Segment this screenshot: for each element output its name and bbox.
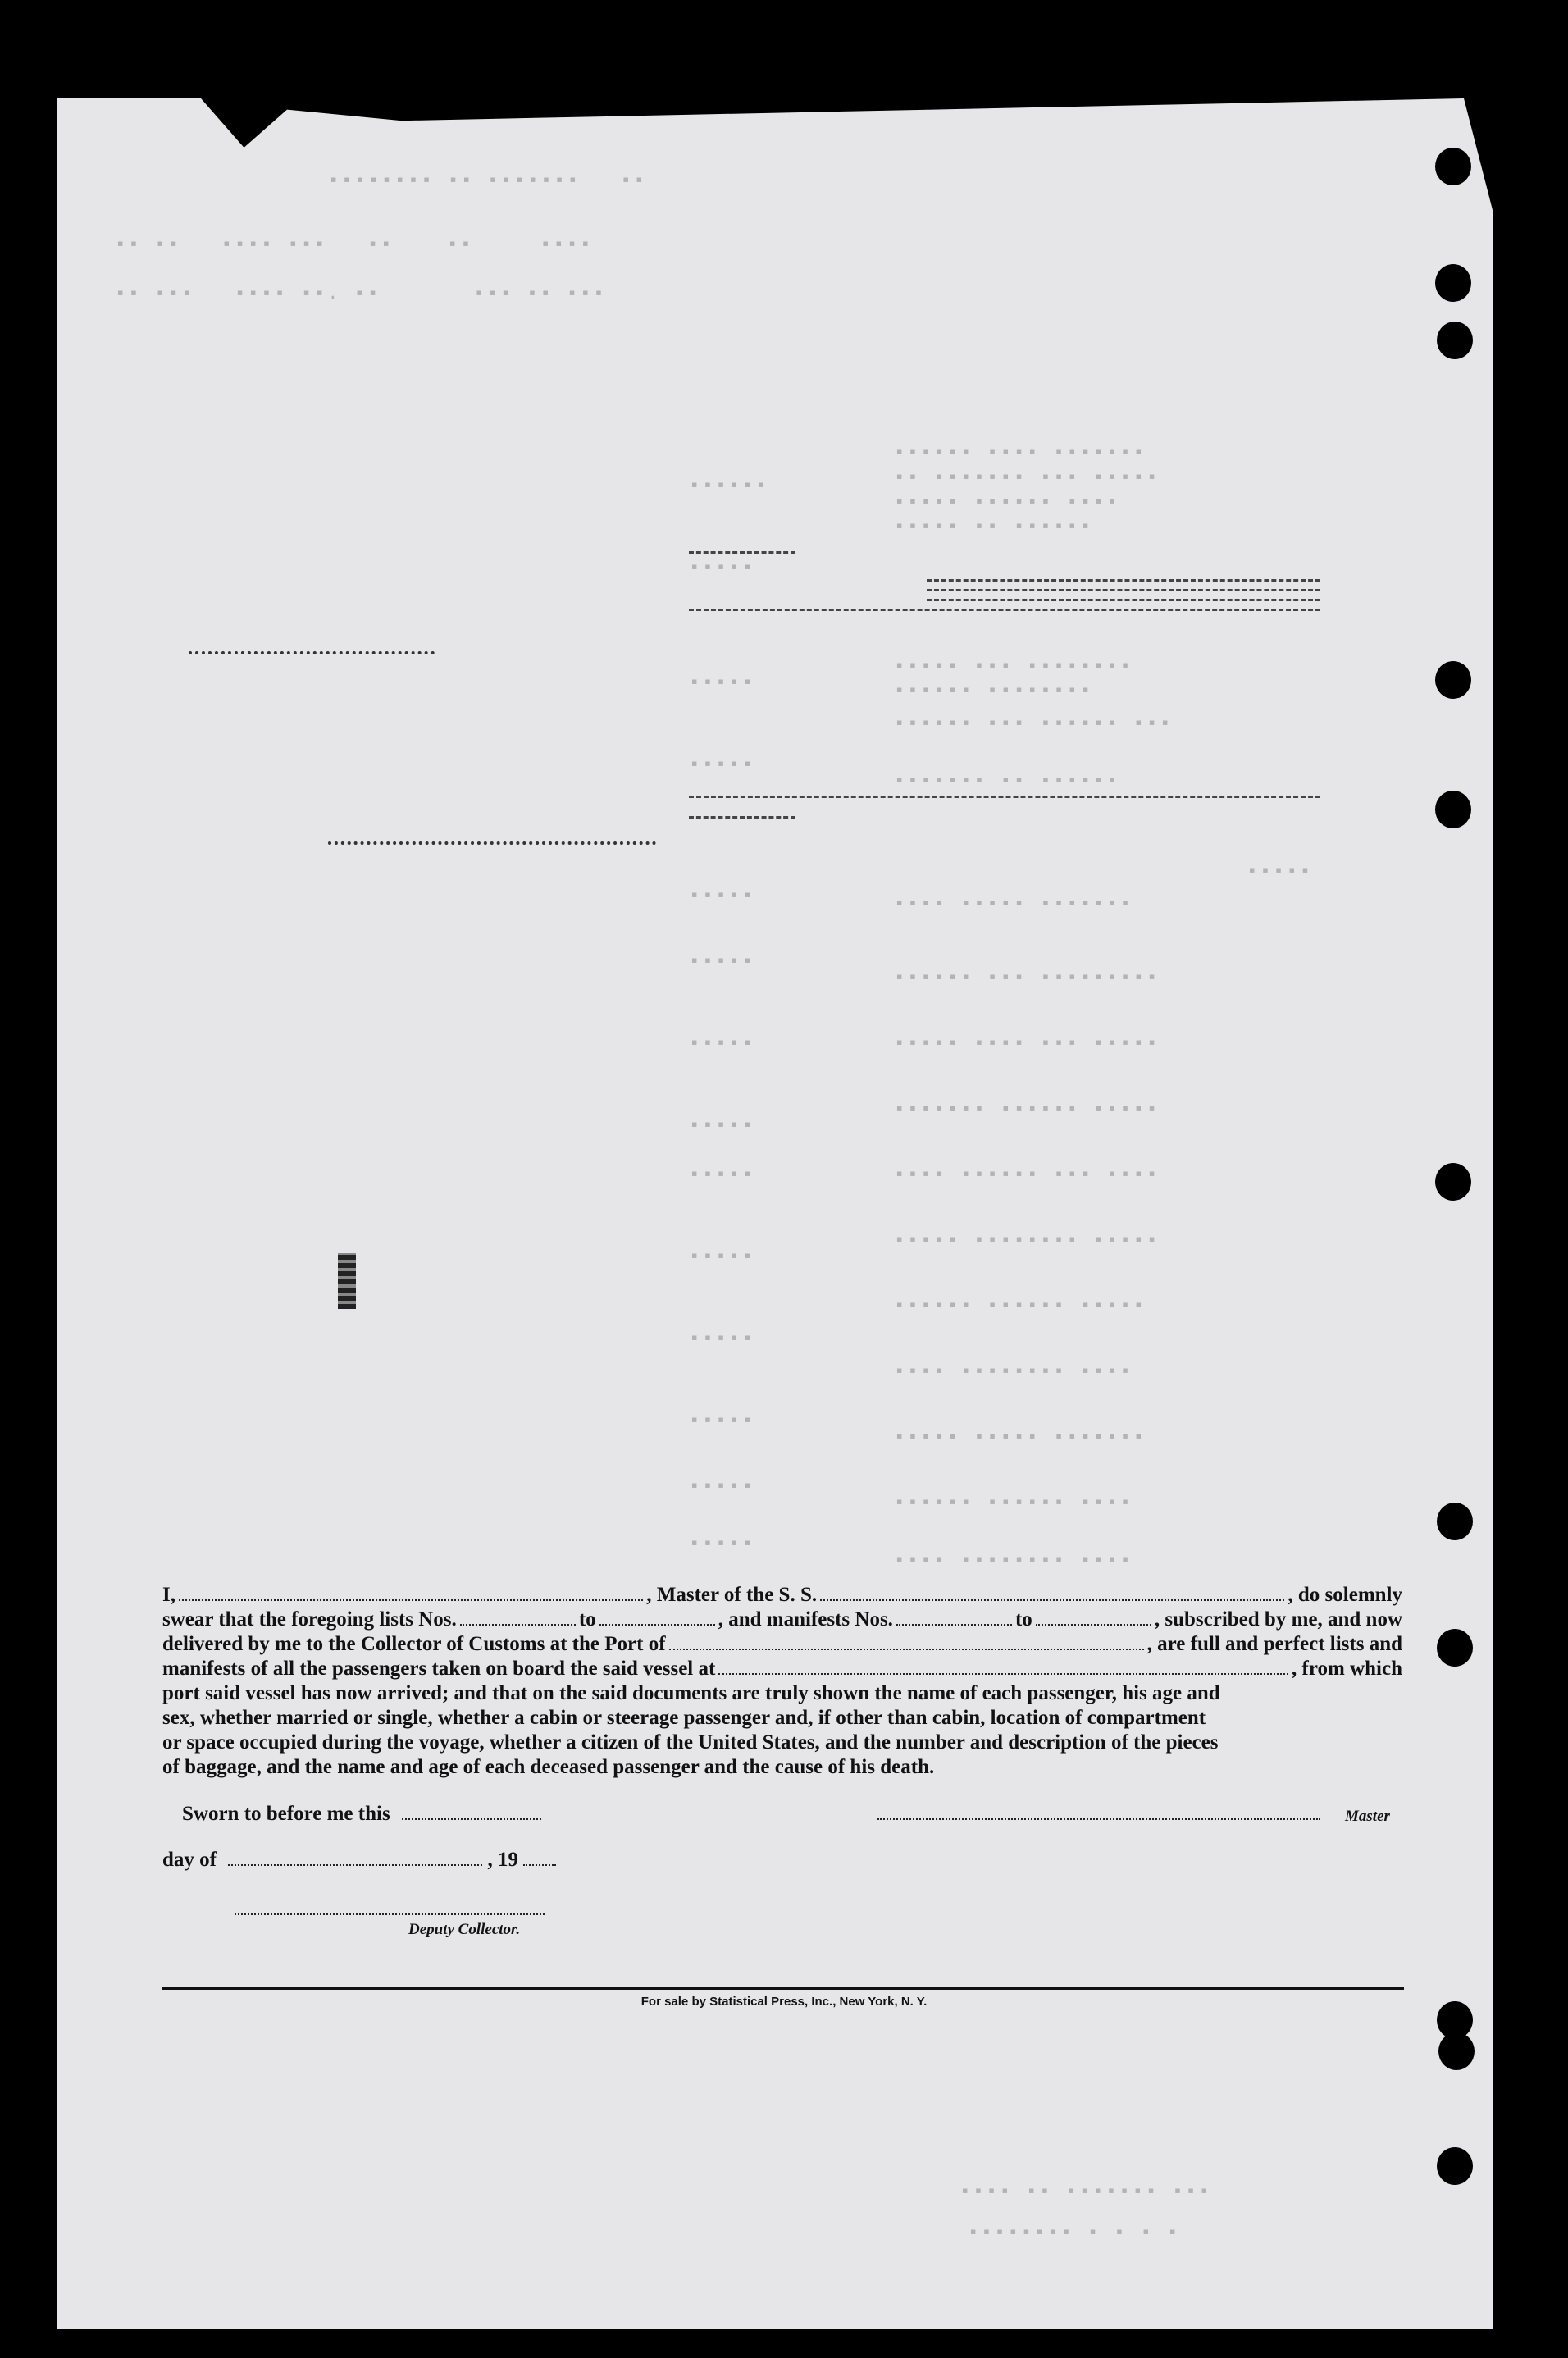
dashed-row: [927, 589, 1320, 591]
dashed-row: [927, 579, 1320, 582]
bleed-through-text: ▪▪▪▪▪▪ ▪▪▪▪ ▪▪▪▪▪▪▪: [894, 443, 1146, 463]
punch-hole: [1435, 264, 1471, 302]
ink-stamp-mark: [338, 1253, 356, 1309]
oath-line-3: [162, 1632, 1402, 1657]
bleed-through-text: ▪▪▪▪▪ ▪▪▪▪▪▪▪▪ ▪▪▪▪▪: [894, 1230, 1160, 1251]
oath-subscribed: , subscribed by me, and now: [1154, 1608, 1403, 1631]
port-field[interactable]: [669, 1634, 1144, 1650]
sworn-before-row: [182, 1803, 541, 1826]
dotted-row: [189, 651, 435, 654]
dashed-row: [689, 796, 1320, 798]
oath-manifests-nos: , and manifests Nos.: [718, 1608, 893, 1631]
oath-from-which: , from which: [1292, 1658, 1402, 1680]
oath-manifests-all: manifests of all the passengers taken on board the said vessel at: [162, 1658, 716, 1680]
bleed-through-text: ▪▪▪▪▪: [689, 1534, 756, 1554]
vessel-name-field[interactable]: [820, 1585, 1284, 1601]
oath-i: I,: [162, 1584, 175, 1606]
punch-hole: [1437, 322, 1473, 359]
bleed-through-text: ▪▪▪▪▪: [689, 558, 756, 578]
bleed-through-text: ▪▪▪▪▪: [689, 1329, 756, 1349]
year-prefix: , 19: [487, 1849, 518, 1871]
punch-hole: [1435, 148, 1471, 185]
bleed-through-text: ▪▪▪▪ ▪▪▪▪▪▪▪▪ ▪▪▪▪: [894, 1550, 1133, 1571]
oath-delivered: delivered by me to the Collector of Customs at the Port of: [162, 1633, 666, 1655]
bleed-through-text: ▪▪▪▪▪▪▪▪ ▪ ▪ ▪ ▪: [968, 2223, 1181, 2243]
lists-from-field[interactable]: [460, 1609, 576, 1626]
day-of-row: [162, 1849, 556, 1872]
departure-port-field[interactable]: [718, 1658, 1288, 1675]
bleed-through-text: ▪▪▪▪▪▪: [689, 476, 769, 496]
bleed-through-text: ▪▪▪▪ ▪▪ ▪▪▪▪▪▪▪ ▪▪▪: [959, 2182, 1212, 2202]
sworn-day-field[interactable]: [402, 1804, 541, 1820]
master-caption: Master: [1345, 1808, 1390, 1825]
bleed-through-text: ▪▪▪▪▪ ▪▪▪▪ ▪▪▪ ▪▪▪▪▪: [894, 1033, 1160, 1054]
master-signature-field[interactable]: [877, 1804, 1320, 1820]
bleed-through-text: ▪▪▪▪▪▪ ▪▪▪▪▪▪ ▪▪▪▪: [894, 1493, 1133, 1513]
oath-line-5: port said vessel has now arrived; and that on the said documents are truly shown the name of each passenger, his age and: [162, 1682, 1220, 1704]
punch-hole: [1437, 2147, 1473, 2185]
bleed-through-text: ▪▪▪▪▪: [1247, 861, 1314, 882]
punch-hole: [1437, 1629, 1473, 1667]
bleed-through-text: ▪▪▪▪▪: [689, 886, 756, 906]
oath-to-2: to: [1014, 1608, 1032, 1631]
deputy-signature-field[interactable]: [235, 1899, 545, 1915]
bleed-through-text: ▪▪▪▪▪ ▪▪ ▪▪▪▪▪▪: [894, 517, 1094, 537]
bleed-through-text: ▪▪▪▪▪: [689, 1115, 756, 1136]
oath-full-perfect: , are full and perfect lists and: [1146, 1633, 1402, 1655]
bleed-through-text: ▪▪▪▪▪: [689, 1411, 756, 1431]
bleed-through-text: ▪▪ ▪▪▪ ▪▪▪▪ ▪▪. ▪▪ ▪▪▪ ▪▪ ▪▪▪: [115, 284, 607, 304]
punch-hole: [1438, 2032, 1475, 2070]
oath-line-8: of baggage, and the name and age of each deceased passenger and the cause of his death.: [162, 1756, 935, 1778]
oath-to-1: to: [578, 1608, 596, 1631]
bleed-through-text: ▪▪▪▪▪▪ ▪▪▪ ▪▪▪▪▪▪▪▪▪: [894, 968, 1160, 988]
oath-line-6: sex, whether married or single, whether a cabin or steerage passenger and, if other than cabin, location of compartment: [162, 1707, 1206, 1729]
bleed-through-text: ▪▪▪▪▪ ▪▪▪▪▪ ▪▪▪▪▪▪▪: [894, 1427, 1146, 1448]
dashed-row: [689, 551, 795, 554]
punch-hole: [1435, 791, 1471, 828]
year-field[interactable]: [523, 1849, 556, 1866]
dotted-row: [328, 841, 656, 845]
bleed-through-text: ▪▪ ▪▪ ▪▪▪▪ ▪▪▪ ▪▪ ▪▪ ▪▪▪▪: [115, 235, 594, 255]
bleed-through-text: ▪▪▪▪▪: [689, 1165, 756, 1185]
dashed-row: [689, 609, 1320, 611]
bleed-through-text: ▪▪▪▪▪: [689, 755, 756, 775]
lists-to-field[interactable]: [599, 1609, 715, 1626]
manifests-from-field[interactable]: [896, 1609, 1012, 1626]
bleed-through-text: ▪▪▪▪▪▪ ▪▪▪▪▪▪ ▪▪▪▪▪: [894, 1296, 1146, 1316]
bleed-through-text: ▪▪▪▪▪▪▪▪ ▪▪ ▪▪▪▪▪▪▪ ▪▪: [328, 171, 647, 191]
day-of-label: day of: [162, 1849, 217, 1871]
bleed-through-text: ▪▪▪▪▪ ▪▪▪▪▪▪ ▪▪▪▪: [894, 492, 1120, 513]
bleed-through-text: ▪▪ ▪▪▪▪▪▪▪ ▪▪▪ ▪▪▪▪▪: [894, 467, 1160, 488]
month-field[interactable]: [228, 1849, 482, 1866]
oath-line-1: [162, 1583, 1402, 1608]
oath-line-2: [162, 1608, 1402, 1632]
bleed-through-text: ▪▪▪▪▪▪ ▪▪▪ ▪▪▪▪▪▪ ▪▪▪: [894, 714, 1174, 734]
punch-hole: [1435, 661, 1471, 699]
masters-oath: [162, 1583, 1402, 1780]
oath-lists-nos: swear that the foregoing lists Nos.: [162, 1608, 457, 1631]
manifests-to-field[interactable]: [1036, 1609, 1151, 1626]
punch-hole: [1437, 1503, 1473, 1540]
deputy-caption: Deputy Collector.: [408, 1921, 521, 1938]
dashed-row: [927, 599, 1320, 601]
bleed-through-text: ▪▪▪▪ ▪▪▪▪▪ ▪▪▪▪▪▪▪: [894, 894, 1133, 914]
bleed-through-text: ▪▪▪▪▪ ▪▪▪ ▪▪▪▪▪▪▪▪: [894, 656, 1133, 677]
master-name-field[interactable]: [179, 1585, 643, 1601]
footer-rule: [162, 1987, 1404, 1990]
bleed-through-text: ▪▪▪▪▪▪▪ ▪▪▪▪▪▪ ▪▪▪▪▪: [894, 1099, 1160, 1120]
bleed-through-text: ▪▪▪▪▪: [689, 1033, 756, 1054]
oath-line-4: [162, 1657, 1402, 1681]
bleed-through-text: ▪▪▪▪▪: [689, 951, 756, 972]
oath-line-7: or space occupied during the voyage, whether a citizen of the United States, and the number and description of the pieces: [162, 1731, 1219, 1754]
oath-solemnly: , do solemnly: [1288, 1584, 1403, 1606]
bleed-through-text: ▪▪▪▪ ▪▪▪▪▪▪ ▪▪▪ ▪▪▪▪: [894, 1165, 1160, 1185]
dashed-row: [689, 816, 795, 819]
bleed-through-text: ▪▪▪▪ ▪▪▪▪▪▪▪▪ ▪▪▪▪: [894, 1361, 1133, 1382]
sworn-label: Sworn to before me this: [182, 1803, 390, 1825]
printer-imprint: For sale by Statistical Press, Inc., New York, N. Y.: [640, 1995, 928, 2009]
bleed-through-text: ▪▪▪▪▪: [689, 1247, 756, 1267]
bleed-through-text: ▪▪▪▪▪: [689, 673, 756, 693]
bleed-through-text: ▪▪▪▪▪: [689, 1476, 756, 1497]
punch-hole: [1435, 1163, 1471, 1201]
master-signature-row: [877, 1803, 1320, 1826]
deputy-signature-row: [235, 1898, 545, 1921]
bleed-through-text: ▪▪▪▪▪▪▪ ▪▪ ▪▪▪▪▪▪: [894, 771, 1120, 791]
bleed-through-text: ▪▪▪▪▪▪ ▪▪▪▪▪▪▪▪: [894, 681, 1094, 701]
oath-master-of: , Master of the S. S.: [646, 1584, 818, 1606]
